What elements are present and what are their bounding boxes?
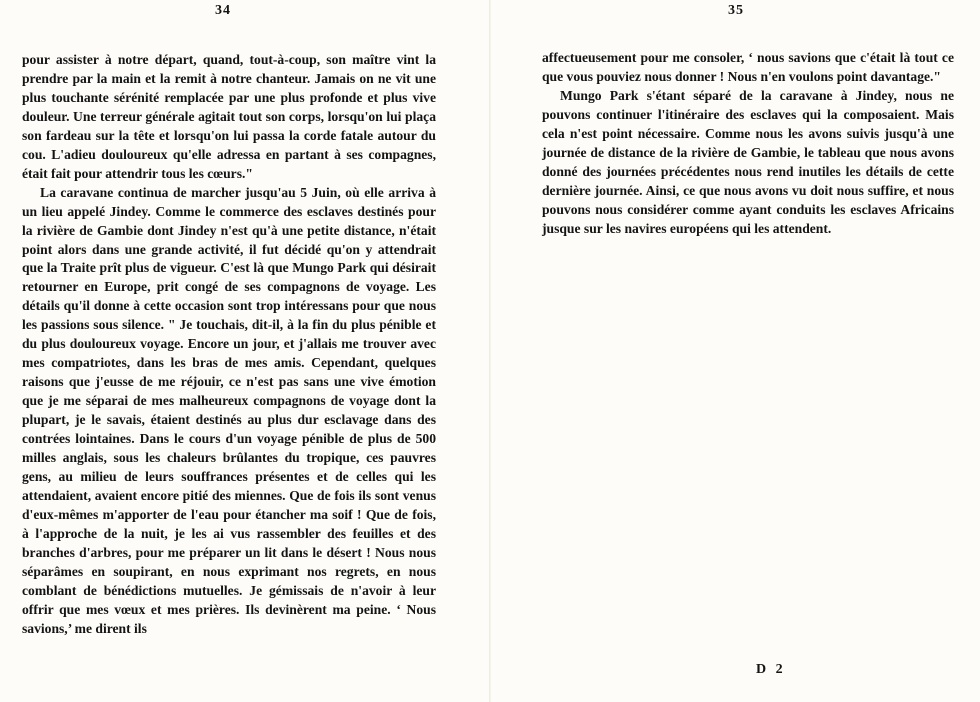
right-paragraph-2: Mungo Park s'étant séparé de la caravane à Jindey, nous ne pouvons continuer l'itinéraire des esclaves qui la composaient. Mais cela n'est point nécessaire. Comme nous les avons suivis jusqu'à une journée de distance de la rivière de Gambie, le tableau que nous avons donné des journées précédentes nous rend inutiles les détails de cette dernière journée. Ainsi, ce que nous avons vu doit nous suffire, et nous pouvons nous considérer comme ayant conduits les esclaves Africains jusque sur les navires européens qui les attendent. (542, 87, 954, 236)
left-paragraph-2: La caravane continua de marcher jusqu'au 5 Juin, où elle arriva à un lieu appelé Jindey. Comme le commerce des esclaves destinés pour la rivière de Gambie dont Jindey n'est qu'à une petite distance, n'était point alors dans une grande activité, il fut décidé qu'on y attendrait que la Traite prît plus de vigueur. C'est là que Mungo Park qui désirait retourner en Europe, prit congé de ses compagnons de voyage. Les détails qu'il donne à cette occasion sont trop intéressans pour que nous les passions sous silence. " Je touchais, dit-il, à la fin du plus pénible et du plus douloureux voyage. Encore un jour, et j'allais me trouver avec mes compatriotes, dans les bras de mes amis. Cependant, quelques raisons que j'eusse de me réjouir, ce n'est pas sans une vive émotion que je me séparai de mes malheureux compagnons de voyage dont la plupart, je le savais, étaient destinés au plus dur esclavage dans des contrées lointaines. Dans le cours d'un voyage pénible de plus de 500 milles anglais, sous les chaleurs brûlantes du tropique, ces pauvres gens, au milieu de leurs souffrances présentes et de celles qui les attendaient, avaient encore pitié des miennes. Que de fois ils sont venus d'eux-mêmes m'apporter de l'eau pour étancher ma soif ! Que de fois, à l'approche de la nuit, je les ai vus rassembler des feuilles et des branches d'arbres, pour me préparer un lit dans le désert ! Nous nous séparâmes en soupirant, en nous exprimant nos regrets, en nous comblant de bénédictions mutuelles. Je gémissais de n'avoir à leur offrir que mes vœux et mes prières. Ils devinèrent ma peine. ‘ Nous savions,’ me dirent ils (22, 184, 436, 636)
right-paragraph-1: affectueusement pour me consoler, ‘ nous savions que c'était là tout ce que vous pouviez nous donner ! Nous n'en voulons point davantage." (542, 50, 954, 84)
right-page-number: 35 (728, 3, 744, 18)
left-paragraph-1: pour assister à notre départ, quand, tout-à-coup, son maître vint la prendre par la main et la remit à notre chanteur. Jamais on ne vit une plus touchante sérénité remplacée par une plus profonde et plus vive douleur. Une terreur générale agitait tout son corps, lorsqu'on lui plaça son fardeau sur la tête et lorsqu'on lui passa la corde fatale autour du cou. L'adieu douloureux qu'elle adressa en partant à ses compagnes, était fait pour attendrir tous les cœurs." (22, 52, 436, 181)
right-page-body (542, 49, 954, 239)
signature-mark: D 2 (756, 662, 786, 677)
right-page (490, 0, 980, 702)
left-page-number: 34 (215, 3, 231, 18)
left-page-body (22, 51, 436, 639)
